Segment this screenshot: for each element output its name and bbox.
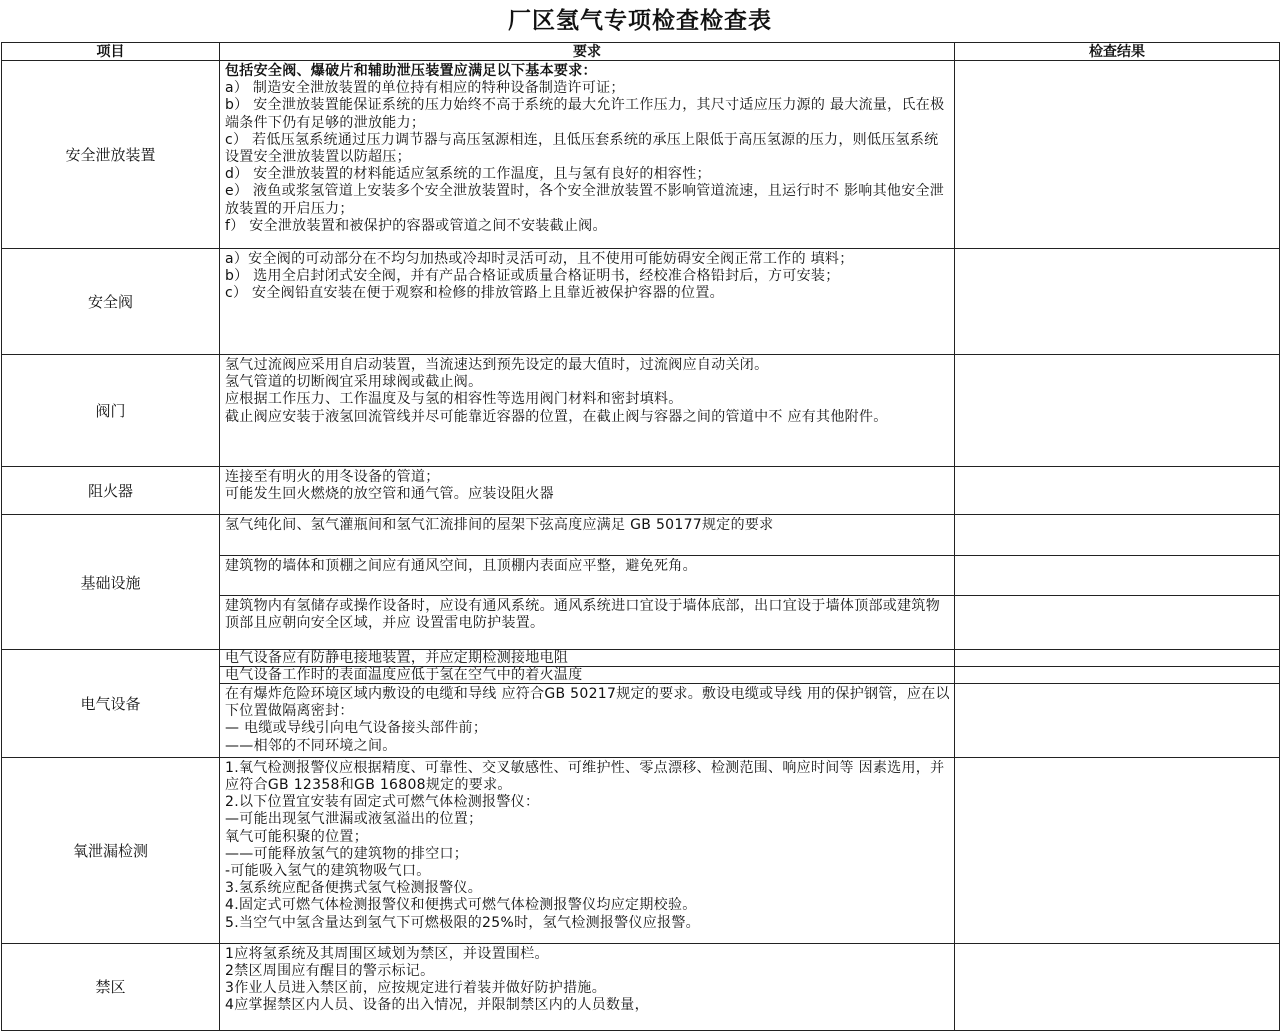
header-result: 检查结果 <box>955 43 1280 61</box>
requirement-line: —可能出现氢气泄漏或液氢溢出的位置； <box>225 811 483 828</box>
table-row <box>2 249 1280 355</box>
result-cell[interactable] <box>955 757 1280 943</box>
requirement-line: 2.以下位置宜安装有固定式可燃气体检测报警仪： <box>225 794 540 811</box>
table-row <box>2 943 1280 1030</box>
requirement-line: b） 选用全启封闭式安全阀，并有产品合格证或质量合格证明书，经校准合格铅封后，方可安装； <box>225 268 840 285</box>
requirement-line: 连接至有明火的用冬设备的管道； <box>225 469 440 485</box>
requirement-line: 1.氧气检测报警仪应根据精度、可靠性、交叉敏感性、可维护性、零点漂移、检测范围、响应时间等 因素选用，并应符合GB 12358和GB 16808规定的要求。 <box>225 759 945 794</box>
item-cell: 禁区 <box>2 943 220 1030</box>
requirement-line: 2禁区周围应有醒目的警示标记。 <box>225 963 435 980</box>
requirement-line: 应根据工作压力、工作温度及与氢的相容性等选用阀门材料和密封填料。 <box>225 391 683 408</box>
table-row <box>2 61 1280 249</box>
requirement-line: 电气设备工作时的表面温度应低于氢在空气中的着火温度 <box>225 667 583 683</box>
requirement-line: 包括安全阀、爆破片和辅助泄压装置应满足以下基本要求： <box>225 63 597 79</box>
item-cell: 电气设备 <box>2 650 220 758</box>
requirement-line: 在有爆炸危险环境区域内敷设的电缆和导线 应符合GB 50217规定的要求。敷设电缆或导线 用的保护钢管，应在以下位置做隔离密封： <box>225 686 950 720</box>
requirement-cell <box>220 650 955 667</box>
requirement-line: 氢气管道的切断阀宜采用球阀或截止阀。 <box>225 374 483 391</box>
requirement-line: 3.氢系统应配备便携式氢气检测报警仪。 <box>225 880 483 897</box>
requirement-line: ——可能释放氢气的建筑物的排空口； <box>225 845 469 862</box>
requirement-line: c） 若低压氢系统通过压力调节器与高压氢源相连，且低压套系统的承压上限低于高压氢源的压力，则低压氢系统设置安全泄放装置以防超压； <box>225 131 939 166</box>
requirement-cell <box>220 467 955 515</box>
requirement-line: 建筑物内有氢储存或操作设备时，应设有通风系统。通风系统进口宜设于墙体底部，出口宜设于墙体顶部或建筑物顶部且应朝向安全区域，并应 设置雷电防护装置。 <box>225 598 940 632</box>
requirement-cell <box>220 61 955 249</box>
requirement-line: -可能吸入氢气的建筑物吸气口。 <box>225 863 431 880</box>
requirement-line: f） 安全泄放装置和被保护的容器或管道之间不安装截止阀。 <box>225 217 607 234</box>
requirement-cell <box>220 596 955 650</box>
result-cell[interactable] <box>955 650 1280 667</box>
requirement-cell <box>220 515 955 556</box>
item-cell: 阻火器 <box>2 467 220 515</box>
requirement-line: 氧气可能积聚的位置； <box>225 828 368 845</box>
requirement-line: 5.当空气中氢含量达到氢气下可燃极限的25%时，氢气检测报警仪应报警。 <box>225 914 700 931</box>
result-cell[interactable] <box>955 556 1280 596</box>
table-row <box>2 757 1280 943</box>
requirement-cell <box>220 249 955 355</box>
item-cell: 安全泄放装置 <box>2 61 220 249</box>
result-cell[interactable] <box>955 249 1280 355</box>
result-cell[interactable] <box>955 684 1280 758</box>
requirement-line: 截止阀应安装于液氢回流管线并尽可能靠近容器的位置，在截止阀与容器之间的管道中不 应有其他附件。 <box>225 408 888 425</box>
requirement-line: 4应掌握禁区内人员、设备的出入情况，并限制禁区内的人员数量， <box>225 997 649 1014</box>
requirement-cell <box>220 355 955 467</box>
result-cell[interactable] <box>955 667 1280 684</box>
item-cell: 安全阀 <box>2 249 220 355</box>
requirement-line: 1应将氢系统及其周围区域划为禁区，并设置围栏。 <box>225 945 549 962</box>
table-body <box>2 61 1280 1031</box>
result-cell[interactable] <box>955 943 1280 1030</box>
requirement-line: c） 安全阀铅直安装在便于观察和检修的排放管路上且靠近被保护容器的位置。 <box>225 285 724 302</box>
requirement-line: 电气设备应有防静电接地装置，并应定期检测接地电阻 <box>225 650 569 666</box>
requirement-line: 可能发生回火燃烧的放空管和通气管。应装设阻火器 <box>225 486 554 503</box>
requirement-cell <box>220 943 955 1030</box>
header-row <box>2 43 1280 61</box>
result-cell[interactable] <box>955 355 1280 467</box>
table-row <box>2 515 1280 556</box>
requirement-cell <box>220 667 955 684</box>
result-cell[interactable] <box>955 61 1280 249</box>
page-title: 厂区氢气专项检查检查表 <box>508 7 772 34</box>
requirement-line: a）安全阀的可动部分在不均匀加热或冷却时灵活可动，且不使用可能妨碍安全阀正常工作的 填料； <box>225 251 854 267</box>
requirement-cell <box>220 556 955 596</box>
item-cell: 氧泄漏检测 <box>2 757 220 943</box>
requirement-line: 建筑物的墙体和顶棚之间应有通风空间，且顶棚内表面应平整，避免死角。 <box>225 558 697 574</box>
item-cell: 阀门 <box>2 355 220 467</box>
requirement-line: 4.固定式可燃气体检测报警仪和便携式可燃气体检测报警仪均应定期校验。 <box>225 897 697 914</box>
requirement-line: 氢气过流阀应采用自启动装置，当流速达到预先设定的最大值时，过流阀应自动关闭。 <box>225 357 769 373</box>
requirement-cell <box>220 684 955 758</box>
item-cell: 基础设施 <box>2 515 220 650</box>
inspection-table <box>1 42 1280 1031</box>
header-item: 项目 <box>2 43 220 61</box>
table-row <box>2 355 1280 467</box>
requirement-line: a） 制造安全泄放装置的单位持有相应的特种设备制造许可证； <box>225 80 625 97</box>
requirement-line: e） 液鱼或浆氢管道上安装多个安全泄放装置时，各个安全泄放装置不影响管道流速，且运行时不 影响其他安全泄放装置的开启压力； <box>225 183 945 217</box>
requirement-cell <box>220 757 955 943</box>
requirement-line: 氢气纯化间、氢气灌瓶间和氢气汇流排间的屋架下弦高度应满足 GB 50177规定的要求 <box>225 517 774 533</box>
requirement-line: d） 安全泄放装置的材料能适应氢系统的工作温度，且与氢有良好的相容性； <box>225 166 711 183</box>
result-cell[interactable] <box>955 467 1280 515</box>
table-row <box>2 650 1280 667</box>
table-row <box>2 467 1280 515</box>
requirement-line: b） 安全泄放装置能保证系统的压力始终不高于系统的最大允许工作压力，其尺寸适应压力源的 最大流量，氏在极端条件下仍有足够的泄放能力； <box>225 97 945 131</box>
result-cell[interactable] <box>955 515 1280 556</box>
requirement-line: 3作业人员进入禁区前，应按规定进行着装并做好防护措施。 <box>225 980 607 997</box>
header-requirement: 要求 <box>220 43 955 61</box>
result-cell[interactable] <box>955 596 1280 650</box>
requirement-line: — 电缆或导线引向电气设备接头部件前； <box>225 720 488 737</box>
requirement-line: ——相邻的不同环境之间。 <box>225 737 397 754</box>
